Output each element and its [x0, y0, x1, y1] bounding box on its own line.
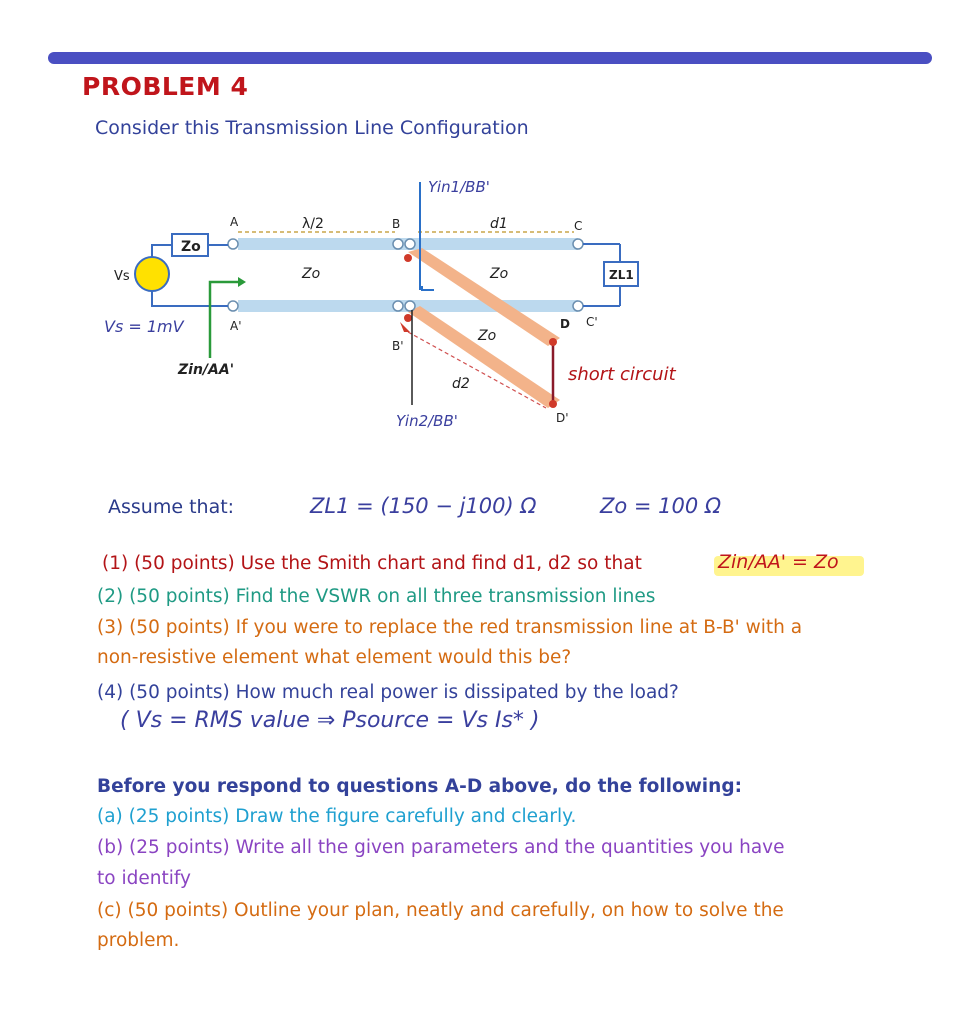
source-impedance-label: Zo — [181, 239, 201, 255]
svg-text:D: D — [560, 317, 570, 331]
svg-text:C': C' — [586, 315, 598, 329]
line3-length: d2 — [452, 376, 470, 392]
instruction-c-line-2: problem. — [97, 930, 180, 951]
zin-label: Zin/AA' — [178, 362, 234, 378]
problem-title: PROBLEM 4 — [82, 72, 249, 101]
question-4-note: ( Vs = RMS value ⇒ Psource = Vs Is* ) — [120, 708, 540, 733]
svg-text:C: C — [574, 219, 583, 233]
instruction-b-line-1: (b) (25 points) Write all the given parameters and the quantities you have — [97, 837, 785, 858]
transmission-line-figure — [90, 170, 760, 440]
line1-length: λ/2 — [302, 216, 324, 232]
question-3-line-1: (3) (50 points) If you were to replace the red transmission line at B-B' with a — [97, 617, 803, 638]
short-circuit-label: short circuit — [568, 364, 676, 385]
line2-length: d1 — [490, 216, 508, 232]
line2-impedance: Zo — [490, 266, 509, 282]
load-impedance-value: ZL1 = (150 − j100) Ω — [310, 494, 537, 518]
voltage-source — [135, 257, 169, 291]
question-4: (4) (50 points) How much real power is dissipated by the load? — [97, 682, 679, 703]
stub-lower — [408, 306, 560, 408]
svg-text:A: A — [230, 215, 239, 229]
instruction-b-line-2: to identify — [97, 868, 191, 889]
source-label: Vs — [114, 269, 130, 284]
question-1: (1) (50 points) Use the Smith chart and find d1, d2 so that — [102, 553, 642, 574]
instructions-heading: Before you respond to questions A-D above, do the following: — [97, 776, 742, 797]
question-1-equation: Zin/AA' = Zo — [718, 551, 839, 573]
svg-text:B: B — [392, 217, 401, 231]
svg-text:D': D' — [556, 411, 569, 425]
source-value-label: Vs = 1mV — [104, 317, 184, 336]
svg-text:B': B' — [392, 339, 404, 353]
line3-impedance: Zo — [478, 328, 497, 344]
yin1-label: Yin1/BB' — [428, 178, 490, 196]
instruction-a: (a) (25 points) Draw the figure carefully and clearly. — [97, 806, 577, 827]
problem-subtitle: Consider this Transmission Line Configuration — [95, 117, 529, 139]
yin2-label: Yin2/BB' — [396, 412, 458, 430]
assume-label: Assume that: — [108, 496, 235, 518]
instruction-c-line-1: (c) (50 points) Outline your plan, neatly and carefully, on how to solve the — [97, 900, 784, 921]
line1-impedance: Zo — [302, 266, 321, 282]
svg-text:A': A' — [230, 319, 242, 333]
header-bar — [48, 52, 932, 64]
characteristic-impedance-value: Zo = 100 Ω — [600, 494, 721, 518]
load-label: ZL1 — [609, 268, 634, 282]
question-2: (2) (50 points) Find the VSWR on all three transmission lines — [97, 586, 656, 607]
question-3-line-2: non-resistive element what element would this be? — [97, 647, 572, 668]
